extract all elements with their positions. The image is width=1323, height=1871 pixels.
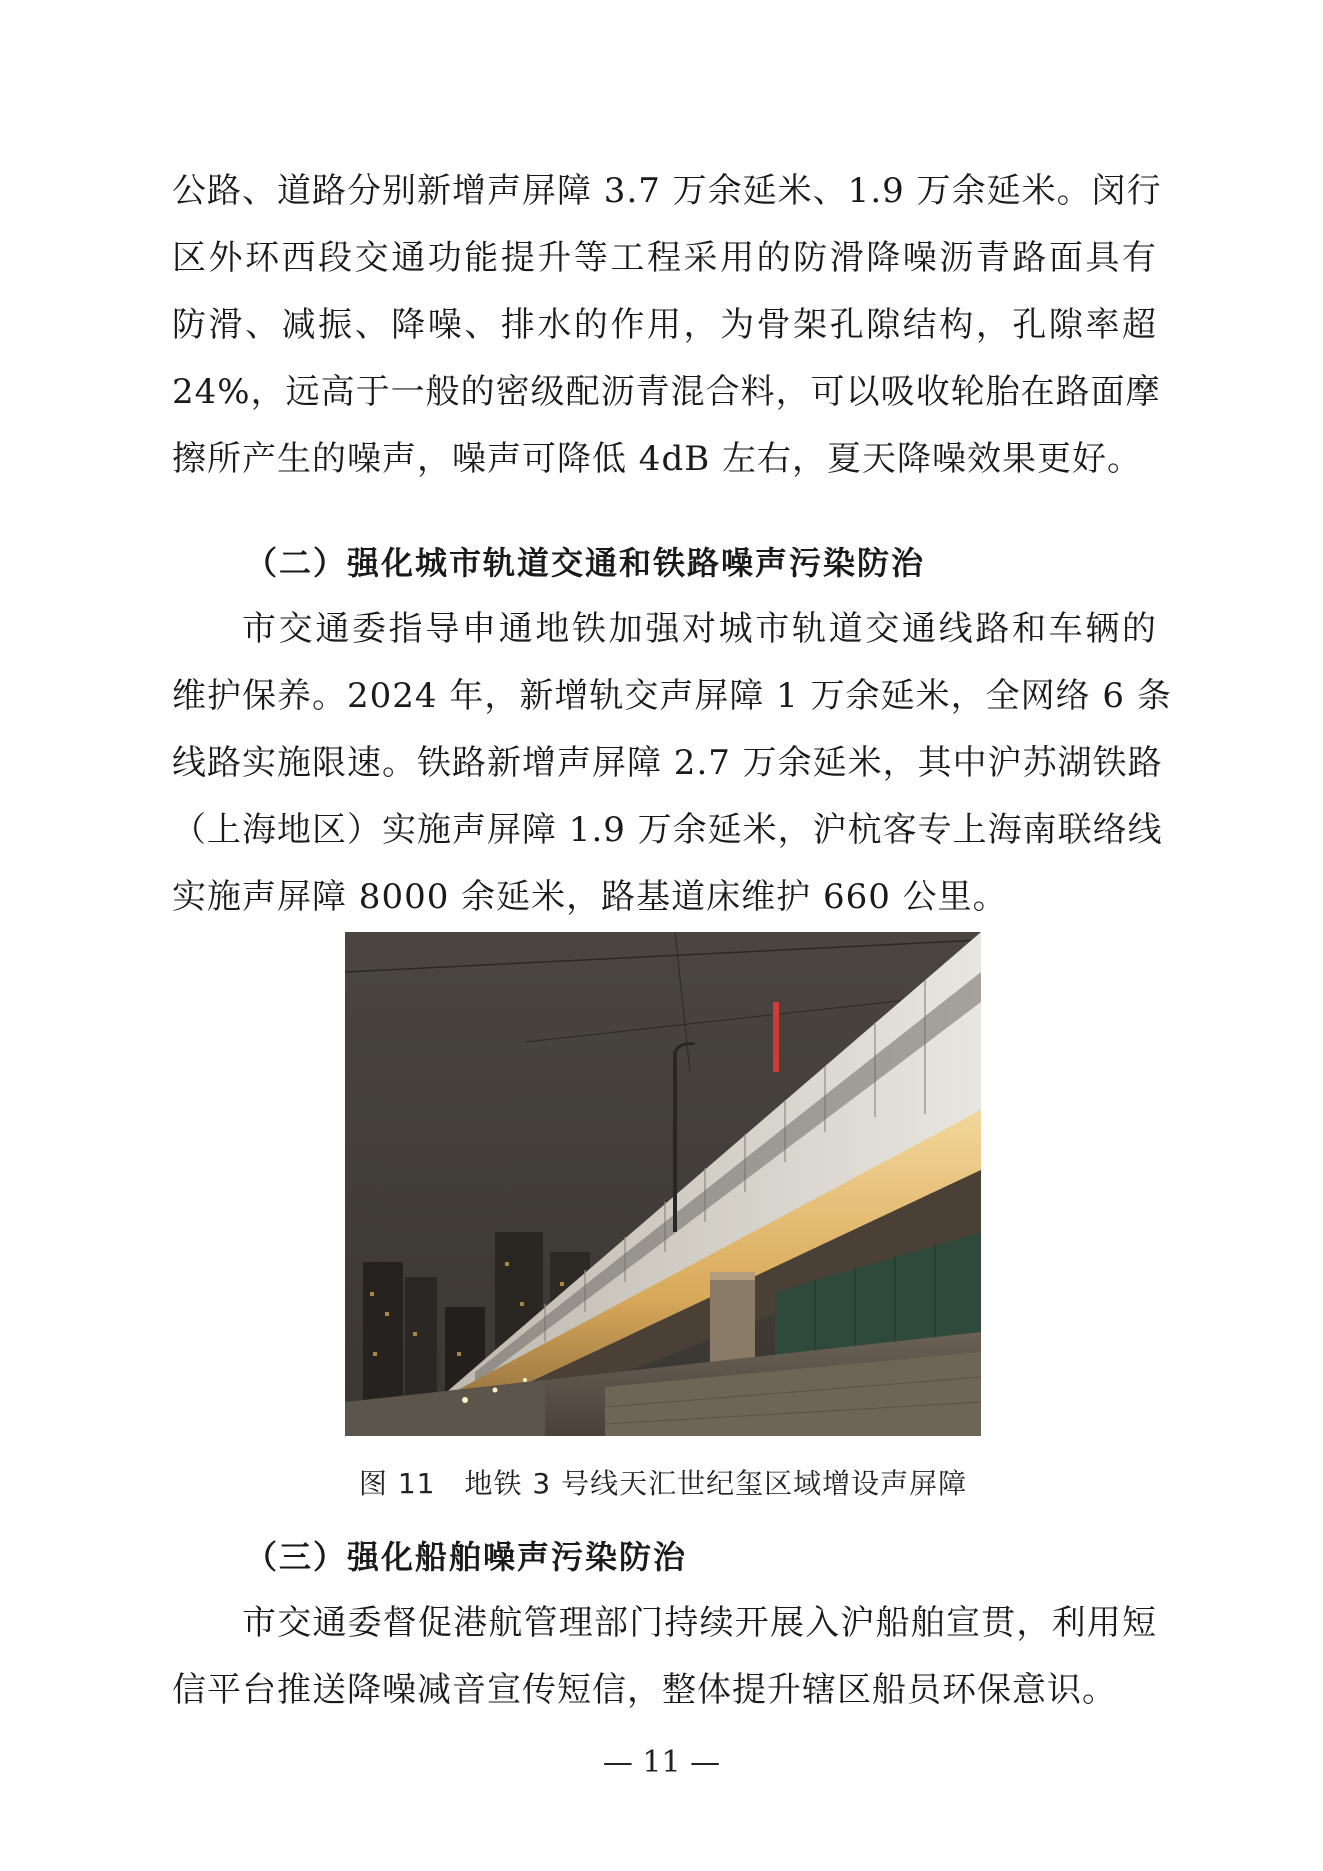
photo-metro-noise-barrier	[345, 932, 981, 1436]
text-line: 公路、道路分别新增声屏障 3.7 万余延米、1.9 万余延米。闵行	[172, 171, 1162, 211]
text-line: 防滑、减振、降噪、排水的作用，为骨架孔隙结构，孔隙率超	[172, 305, 1157, 345]
section-heading-rail-transit: （二）强化城市轨道交通和铁路噪声污染防治	[245, 544, 926, 582]
paragraph-ship-noise	[172, 1590, 1157, 1724]
page-number: — 11 —	[602, 1745, 721, 1780]
text-line: 市交通委督促港航管理部门持续开展入沪船舶宣贯，利用短	[242, 1603, 1157, 1643]
paragraph-rail-noise	[172, 596, 1172, 931]
text-line: 擦所产生的噪声，噪声可降低 4dB 左右，夏天降噪效果更好。	[172, 439, 1142, 479]
text-line: 区外环西段交通功能提升等工程采用的防滑降噪沥青路面具有	[172, 238, 1157, 278]
text-line: 信平台推送降噪减音宣传短信，整体提升辖区船员环保意识。	[172, 1670, 1117, 1710]
text-line: 24%，远高于一般的密级配沥青混合料，可以吸收轮胎在路面摩	[172, 372, 1161, 412]
text-line: （上海地区）实施声屏障 1.9 万余延米，沪杭客专上海南联络线	[172, 810, 1163, 850]
text-line: 市交通委指导申通地铁加强对城市轨道交通线路和车辆的	[242, 609, 1157, 649]
section-heading-ship-noise: （三）强化船舶噪声污染防治	[245, 1538, 688, 1576]
figure-caption: 图 11 地铁 3 号线天汇世纪玺区域增设声屏障	[358, 1467, 968, 1500]
text-line: 线路实施限速。铁路新增声屏障 2.7 万余延米，其中沪苏湖铁路	[172, 743, 1163, 783]
text-line: 维护保养。2024 年，新增轨交声屏障 1 万余延米，全网络 6 条	[172, 676, 1172, 716]
paragraph-noise-barriers-roads	[172, 158, 1162, 493]
text-line: 实施声屏障 8000 余延米，路基道床维护 660 公里。	[172, 877, 1008, 917]
